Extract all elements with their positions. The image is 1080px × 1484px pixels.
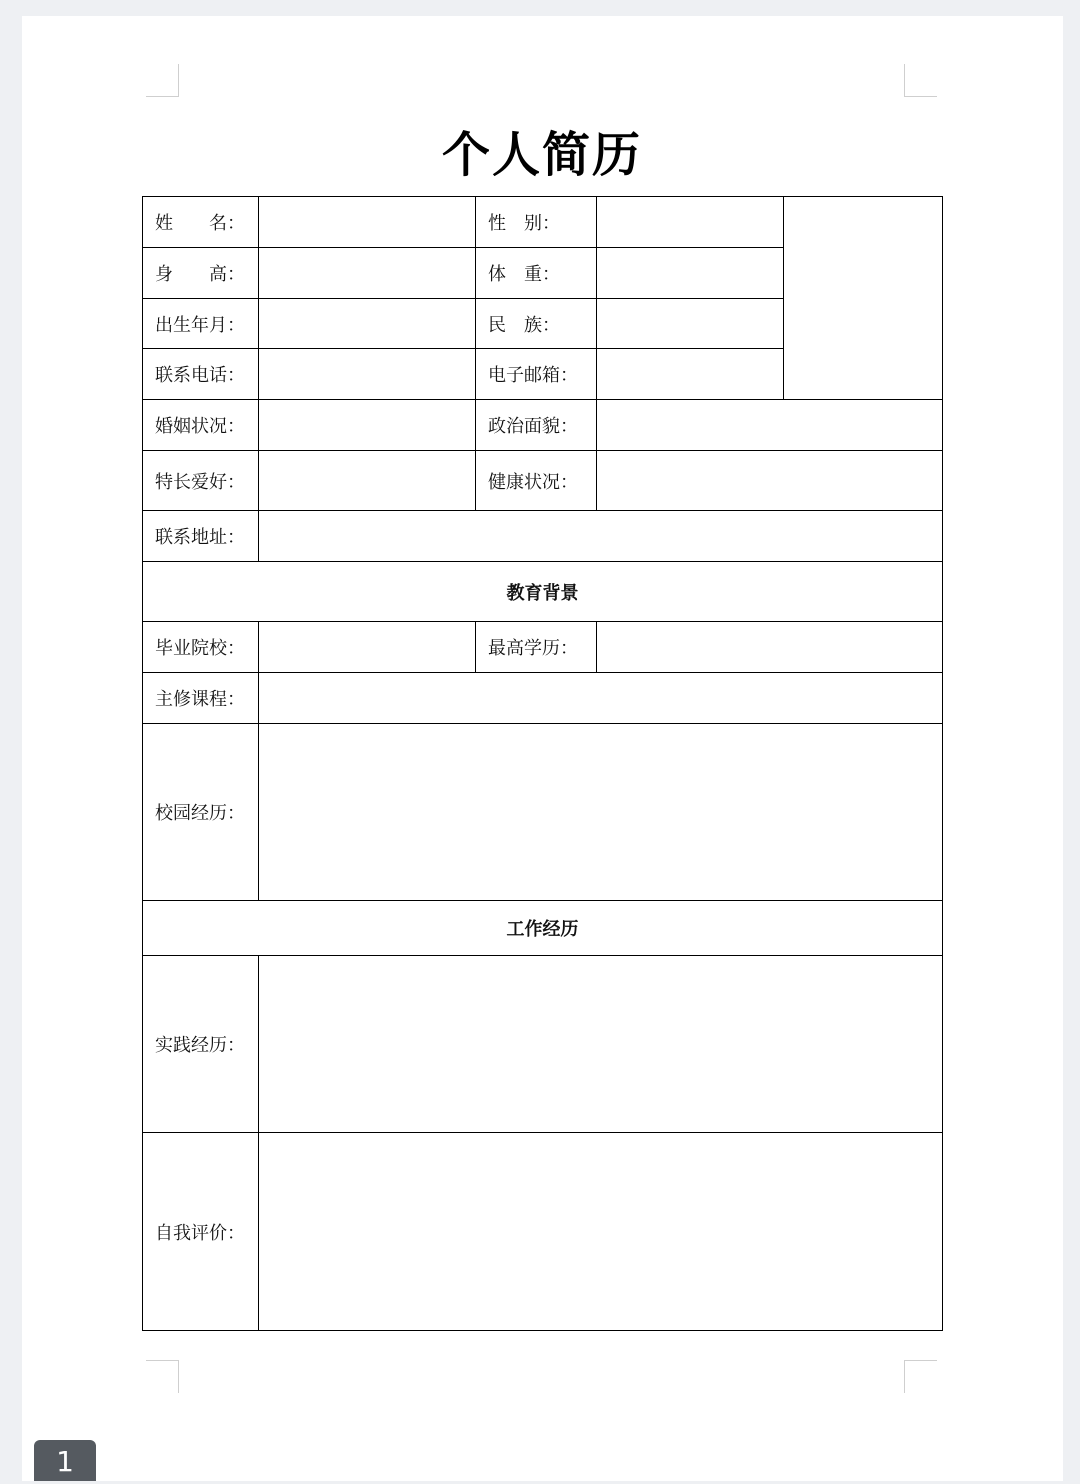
page-number-badge: 1 (34, 1440, 96, 1481)
label-campus: 校园经历： (143, 724, 259, 901)
phone-value-cell[interactable] (259, 349, 476, 400)
crop-mark-top-right (904, 64, 937, 97)
photo-cell[interactable] (784, 197, 943, 400)
self-eval-value-cell[interactable] (259, 1133, 943, 1331)
page-title: 个人简历 (441, 127, 642, 183)
crop-mark-bottom-left (146, 1360, 179, 1393)
label-weight: 体 重： (476, 248, 597, 299)
table-row (143, 400, 943, 451)
label-gender: 性 别： (476, 197, 597, 248)
table-row (143, 901, 943, 956)
birth-value-cell[interactable] (259, 299, 476, 349)
label-email: 电子邮箱： (476, 349, 597, 400)
crop-mark-top-left (146, 64, 179, 97)
campus-value-cell[interactable] (259, 724, 943, 901)
hobbies-value-cell[interactable] (259, 451, 476, 511)
section-education-heading: 教育背景 (143, 562, 943, 622)
name-value-cell[interactable] (259, 197, 476, 248)
label-phone: 联系电话： (143, 349, 259, 400)
height-value-cell[interactable] (259, 248, 476, 299)
email-value-cell[interactable] (597, 349, 784, 400)
label-political: 政治面貌： (476, 400, 597, 451)
section-work-heading: 工作经历 (143, 901, 943, 956)
label-hobbies: 特长爱好： (143, 451, 259, 511)
label-name: 姓 名： (143, 197, 259, 248)
label-marital: 婚姻状况： (143, 400, 259, 451)
address-value-cell[interactable] (259, 511, 943, 562)
table-row (143, 724, 943, 901)
crop-mark-bottom-right (904, 1360, 937, 1393)
marital-value-cell[interactable] (259, 400, 476, 451)
label-courses: 主修课程： (143, 673, 259, 724)
table-row (143, 622, 943, 673)
weight-value-cell[interactable] (597, 248, 784, 299)
school-value-cell[interactable] (259, 622, 476, 673)
label-health: 健康状况： (476, 451, 597, 511)
label-ethnicity: 民 族： (476, 299, 597, 349)
resume-table (142, 196, 943, 1331)
label-practice: 实践经历： (143, 956, 259, 1133)
table-row (143, 511, 943, 562)
degree-value-cell[interactable] (597, 622, 943, 673)
table-row (143, 197, 943, 248)
label-address: 联系地址： (143, 511, 259, 562)
table-row (143, 562, 943, 622)
label-self-eval: 自我评价： (143, 1133, 259, 1331)
label-height: 身 高： (143, 248, 259, 299)
document-page (22, 16, 1063, 1481)
gender-value-cell[interactable] (597, 197, 784, 248)
table-row (143, 1133, 943, 1331)
political-value-cell[interactable] (597, 400, 943, 451)
table-row (143, 956, 943, 1133)
label-birth: 出生年月： (143, 299, 259, 349)
health-value-cell[interactable] (597, 451, 943, 511)
label-degree: 最高学历： (476, 622, 597, 673)
practice-value-cell[interactable] (259, 956, 943, 1133)
courses-value-cell[interactable] (259, 673, 943, 724)
table-row (143, 451, 943, 511)
table-row (143, 673, 943, 724)
ethnicity-value-cell[interactable] (597, 299, 784, 349)
label-school: 毕业院校： (143, 622, 259, 673)
